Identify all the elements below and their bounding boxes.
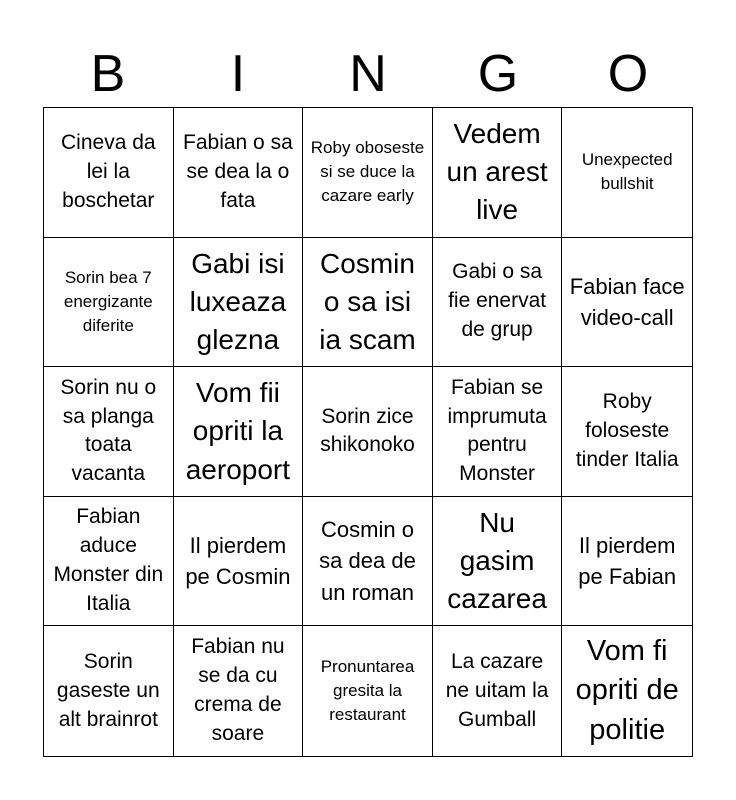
header-letter-o: O (607, 45, 649, 103)
bingo-cell[interactable] (174, 238, 304, 368)
bingo-cell[interactable] (562, 238, 692, 368)
cell-text: Sorin nu o sa planga toata vacanta (60, 375, 157, 486)
cell-text: Unexpected bullshit (581, 150, 673, 194)
bingo-cell[interactable] (433, 367, 563, 497)
bingo-cell[interactable] (44, 497, 174, 627)
bingo-cell[interactable] (433, 626, 563, 756)
cell-text: Fabian nu se da cu crema de soare (191, 635, 285, 746)
bingo-cell[interactable] (174, 497, 304, 627)
bingo-cell[interactable] (44, 626, 174, 756)
bingo-cell[interactable] (562, 367, 692, 497)
cell-text: Roby oboseste si se duce la cazare early (310, 138, 425, 206)
bingo-cell[interactable] (562, 497, 692, 627)
bingo-cell[interactable] (303, 367, 433, 497)
cell-text: Il pierdem pe Cosmin (185, 532, 291, 590)
bingo-cell[interactable] (44, 238, 174, 368)
bingo-header (43, 42, 693, 106)
cell-text: Il pierdem pe Fabian (578, 532, 677, 590)
bingo-cell[interactable] (433, 497, 563, 627)
bingo-cell[interactable] (44, 367, 174, 497)
header-letter-n: N (349, 45, 387, 103)
cell-text: Gabi o sa fie enervat de grup (448, 260, 547, 342)
bingo-cell[interactable] (303, 108, 433, 238)
cell-text: Vom fii opriti la aeroport (185, 377, 291, 485)
cell-text: Sorin zice shikonoko (320, 404, 415, 457)
bingo-cell[interactable] (562, 108, 692, 238)
cell-text: Sorin gaseste un alt brainrot (56, 649, 160, 731)
bingo-cell[interactable] (174, 626, 304, 756)
bingo-cell[interactable] (562, 626, 692, 756)
cell-text: Cosmin o sa dea de un roman (319, 517, 416, 605)
cell-text: Cineva da lei la boschetar (61, 130, 156, 212)
header-letter-b: B (90, 45, 126, 103)
cell-text: La cazare ne uitam la Gumball (445, 649, 549, 731)
bingo-cell[interactable] (433, 108, 563, 238)
header-letter-i: I (230, 45, 246, 103)
bingo-cell[interactable] (174, 367, 304, 497)
header-letter-g: G (477, 45, 519, 103)
cell-text: Vom fi opriti de politie (575, 635, 679, 746)
cell-text: Fabian aduce Monster din Italia (53, 505, 164, 616)
bingo-cell[interactable] (174, 108, 304, 238)
cell-text: Fabian se imprumuta pentru Monster (447, 375, 547, 486)
cell-text: Sorin bea 7 energizante diferite (63, 267, 153, 335)
bingo-cell[interactable] (303, 626, 433, 756)
bingo-cell[interactable] (303, 238, 433, 368)
cell-text: Gabi isi luxeaza glezna (189, 247, 287, 355)
cell-text: Vedem un arest live (446, 118, 548, 226)
cell-text: Fabian o sa se dea la o fata (183, 130, 293, 212)
bingo-cell[interactable] (433, 238, 563, 368)
cell-text: Fabian face video-call (569, 273, 685, 330)
cell-text: Roby foloseste tinder Italia (575, 390, 679, 471)
bingo-cell[interactable] (303, 497, 433, 627)
cell-text: Cosmin o sa isi ia scam (319, 247, 416, 355)
bingo-grid (43, 107, 693, 757)
bingo-cell[interactable] (44, 108, 174, 238)
cell-text: Pronuntarea gresita la restaurant (320, 657, 415, 725)
cell-text: Nu gasim cazarea (447, 506, 547, 615)
